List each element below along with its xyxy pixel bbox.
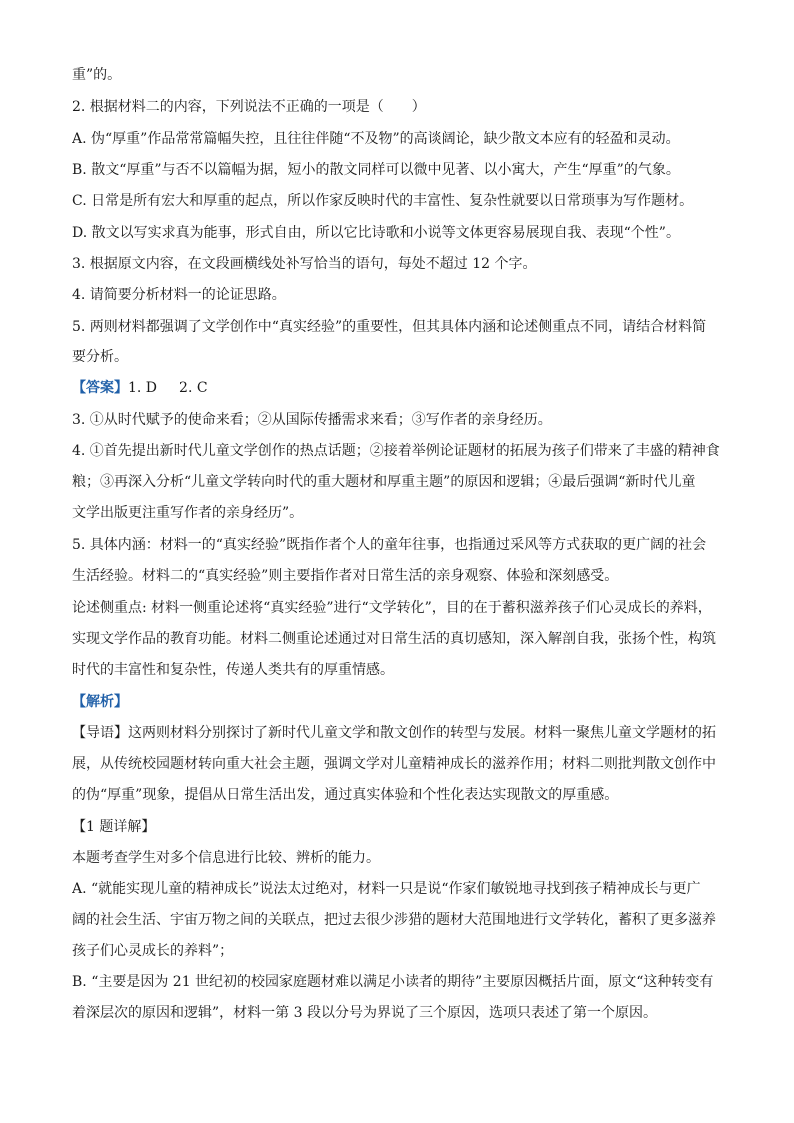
intro-paragraph-cont: 的伪“厚重”现象，提倡从日常生活出发，通过真实体验和个性化表达实现散文的厚重感。 (72, 787, 619, 803)
answer-5: 5. 具体内涵：材料一的“真实经验”既指作者个人的童年往事，也指通过采风等方式获取的更广阔的社会 (72, 537, 707, 553)
answer-line (72, 378, 732, 398)
q1-detail-heading: 【1 题详解】 (72, 819, 156, 835)
option-c: C. 日常是所有宏大和厚重的起点，所以作家反映时代的丰富性、复杂性就要以日常琐事为写作题材。 (72, 193, 694, 209)
answer-1: 1. D (128, 380, 158, 396)
q1-option-a: A. “就能实现儿童的精神成长”说法太过绝对，材料一只是说“作家们敏锐地寻找到孩子精神成长与更广 (72, 881, 701, 897)
q1-option-b: B. “主要是因为 21 世纪初的校园家庭题材难以满足小读者的期待”主要原因概括片面，原文“这种转变有 (72, 974, 714, 990)
option-a: A. 伪“厚重”作品常常篇幅失控，且往往伴随“不及物”的高谈阔论，缺少散文本应有的轻盈和灵动。 (72, 131, 680, 147)
answer-5-cont: 生活经验。材料二的“真实经验”则主要指作者对日常生活的亲身观察、体验和深刻感受。 (72, 568, 619, 584)
question-3: 3. 根据原文内容，在文段画横线处补写恰当的语句，每处不超过 12 个字。 (72, 256, 537, 272)
text-line: 重”的。 (72, 67, 122, 83)
answer-4-cont: 粮；③再深入分析“儿童文学转向时代的重大题材和厚重主题”的原因和逻辑；④最后强调“新时代儿童 (72, 474, 696, 490)
question-2: 2. 根据材料二的内容，下列说法不正确的一项是（ ） (72, 99, 426, 115)
q1-detail-text: 本题考查学生对多个信息进行比较、辨析的能力。 (72, 850, 380, 866)
intro-paragraph-cont: 展，从传统校园题材转向重大社会主题，强调文学对儿童精神成长的滋养作用；材料二则批判散文创作中 (72, 756, 716, 772)
answer-tag: 【答案】 (72, 380, 128, 396)
intro-paragraph: 【导语】这两则材料分别探讨了新时代儿童文学和散文创作的转型与发展。材料一聚焦儿童文学题材的拓 (72, 725, 716, 741)
question-4: 4. 请简要分析材料一的论证思路。 (72, 287, 286, 303)
analysis-tag: 【解析】 (72, 694, 128, 710)
answer-5-focus-cont: 实现文学作品的教育功能。材料二侧重论述通过对日常生活的真切感知，深入解剖自我，张扬个性，构筑 (72, 631, 716, 647)
answer-5-focus: 论述侧重点: 材料一侧重论述将“真实经验”进行“文学转化”，目的在于蓄积滋养孩子们心灵成长的养料， (72, 600, 712, 616)
answer-5-focus-cont: 时代的丰富性和复杂性，传递人类共有的厚重情感。 (72, 662, 394, 678)
q1-option-a-cont: 阔的社会生活、宇宙万物之间的关联点，把过去很少涉猎的题材大范围地进行文学转化，蓄积了更多滋养 (72, 912, 716, 928)
q1-option-a-cont: 孩子们心灵成长的养料”； (72, 943, 234, 959)
option-b: B. 散文“厚重”与否不以篇幅为据，短小的散文同样可以微中见著、以小寓大，产生“厚重”的气象。 (72, 162, 680, 178)
q1-option-b-cont: 着深层次的原因和逻辑”，材料一第 3 段以分号为界说了三个原因，选项只表述了第一个原因。 (72, 1005, 657, 1021)
option-d: D. 散文以写实求真为能事，形式自由，所以它比诗歌和小说等文体更容易展现自我、表现“个性”。 (72, 225, 680, 241)
answer-2: 2. C (179, 380, 208, 396)
question-5: 5. 两则材料都强调了文学创作中“真实经验”的重要性，但其具体内涵和论述侧重点不同，请结合材料简 (72, 319, 707, 335)
answer-3: 3. ①从时代赋予的使命来看；②从国际传播需求来看；③写作者的亲身经历。 (72, 412, 552, 428)
answer-4: 4. ①首先提出新时代儿童文学创作的热点话题；②接着举例论证题材的拓展为孩子们带来了丰盛的精神食 (72, 443, 720, 459)
question-5-cont: 要分析。 (72, 349, 128, 365)
answer-4-cont: 文学出版更注重写作者的亲身经历”。 (72, 505, 304, 521)
